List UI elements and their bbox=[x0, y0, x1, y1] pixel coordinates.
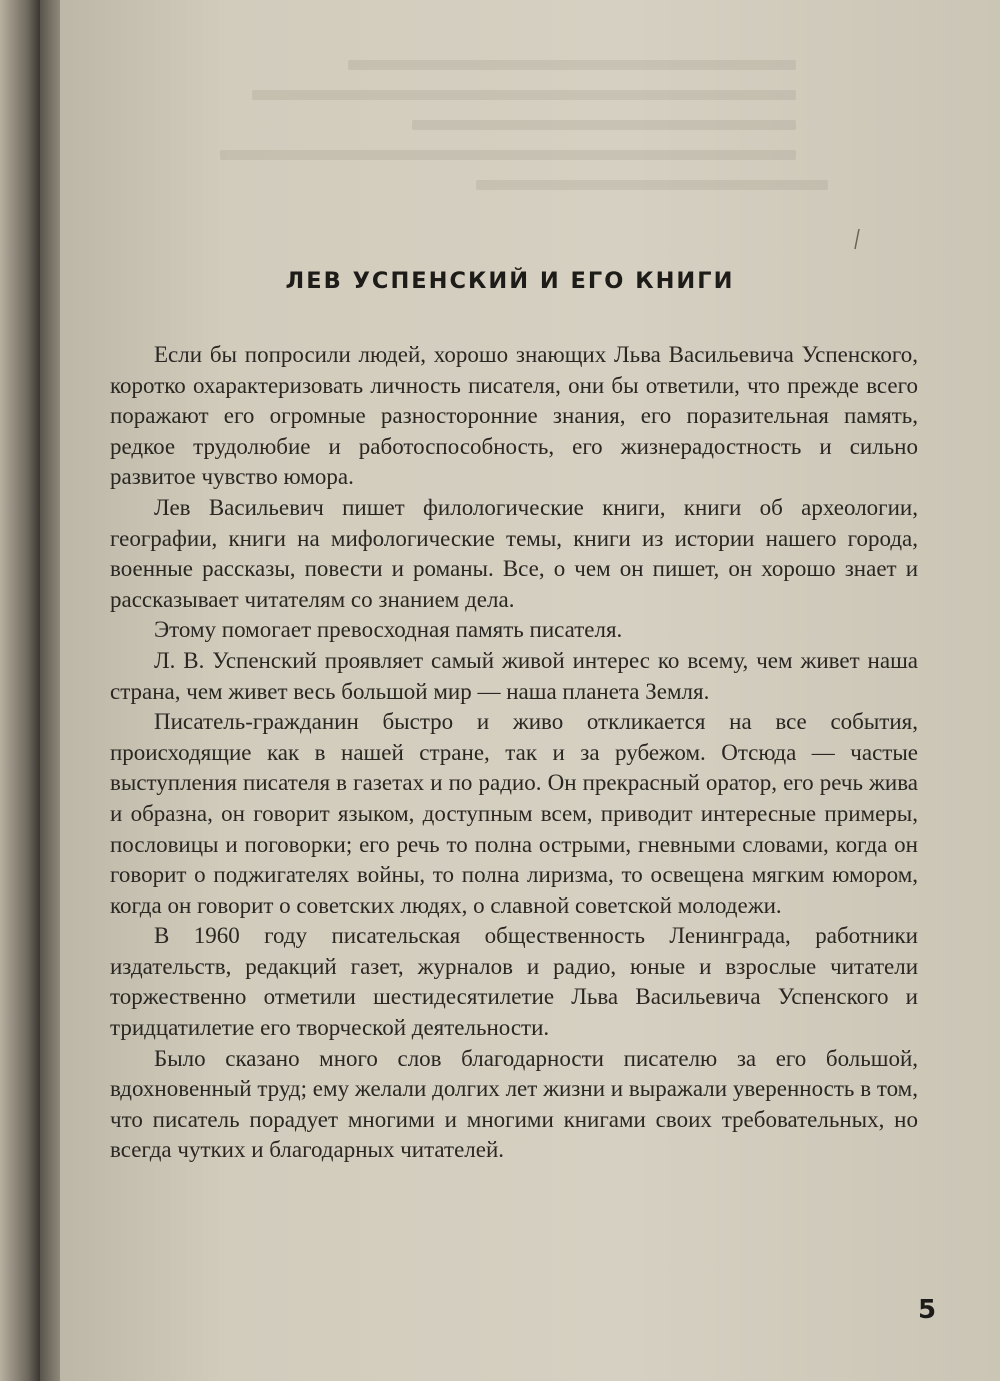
bleed-through-text bbox=[220, 60, 860, 260]
paragraph: Было сказано много слов благодарности писателю за его большой, вдохновенный труд; ему желали долгих лет жизни и выражали уверенность в том, что писатель порадует многими и многими книгами своих требовательных, но всегда чутких и благодарных читателей. bbox=[110, 1045, 918, 1163]
paragraph: Писатель-гражданин быстро и живо откликается на все события, происходящие как в нашей стране, так и за рубежом. Отсюда — частые выступления писателя в газетах и по радио. Он прекрасный оратор, его речь жива и образна, он говорит языком, доступным всем, приводит интересные примеры, пословицы и поговорки; его речь то полна острыми, гневными словами, когда он говорит о поджигателях войны, то полна лиризма, то освещена мягким юмором, когда он говорит о советских людях, о славной советской молодежи. bbox=[110, 709, 918, 918]
body-text bbox=[110, 340, 918, 1166]
left-page-edge bbox=[0, 0, 40, 1381]
page-number: 5 bbox=[918, 1295, 937, 1325]
paragraph: Лев Васильевич пишет филологические книги, книги об археологии, географии, книги на мифологические темы, книги из истории нашего города, военные рассказы, повести и романы. Все, о чем он пишет, он хорошо знает и рассказывает читателям со знанием дела. bbox=[110, 494, 918, 612]
paragraph: В 1960 году писательская общественность Ленинграда, работники издательств, редакций газет, журналов и радио, юные и взрослые читатели торжественно отметили шестидесятилетие Льва Васильевича Успенского и тридцатилетие его творческой деятельности. bbox=[110, 923, 918, 1041]
paragraph: Если бы попросили людей, хорошо знающих Льва Васильевича Успенского, коротко охарактеризовать личность писателя, они бы ответили, что прежде всего поражают его огромные разносторонние знания, его поразительная память, редкое трудолюбие и работоспособность, его жизнерадостность и сильно развитое чувство юмора. bbox=[110, 342, 918, 490]
paragraph: Л. В. Успенский проявляет самый живой интерес ко всему, чем живет наша страна, чем живет весь большой мир — наша планета Земля. bbox=[110, 647, 918, 704]
pencil-mark bbox=[852, 228, 862, 250]
chapter-heading: ЛЕВ УСПЕНСКИЙ И ЕГО КНИГИ bbox=[285, 268, 735, 294]
paragraph: Этому помогает превосходная память писателя. bbox=[154, 617, 623, 643]
